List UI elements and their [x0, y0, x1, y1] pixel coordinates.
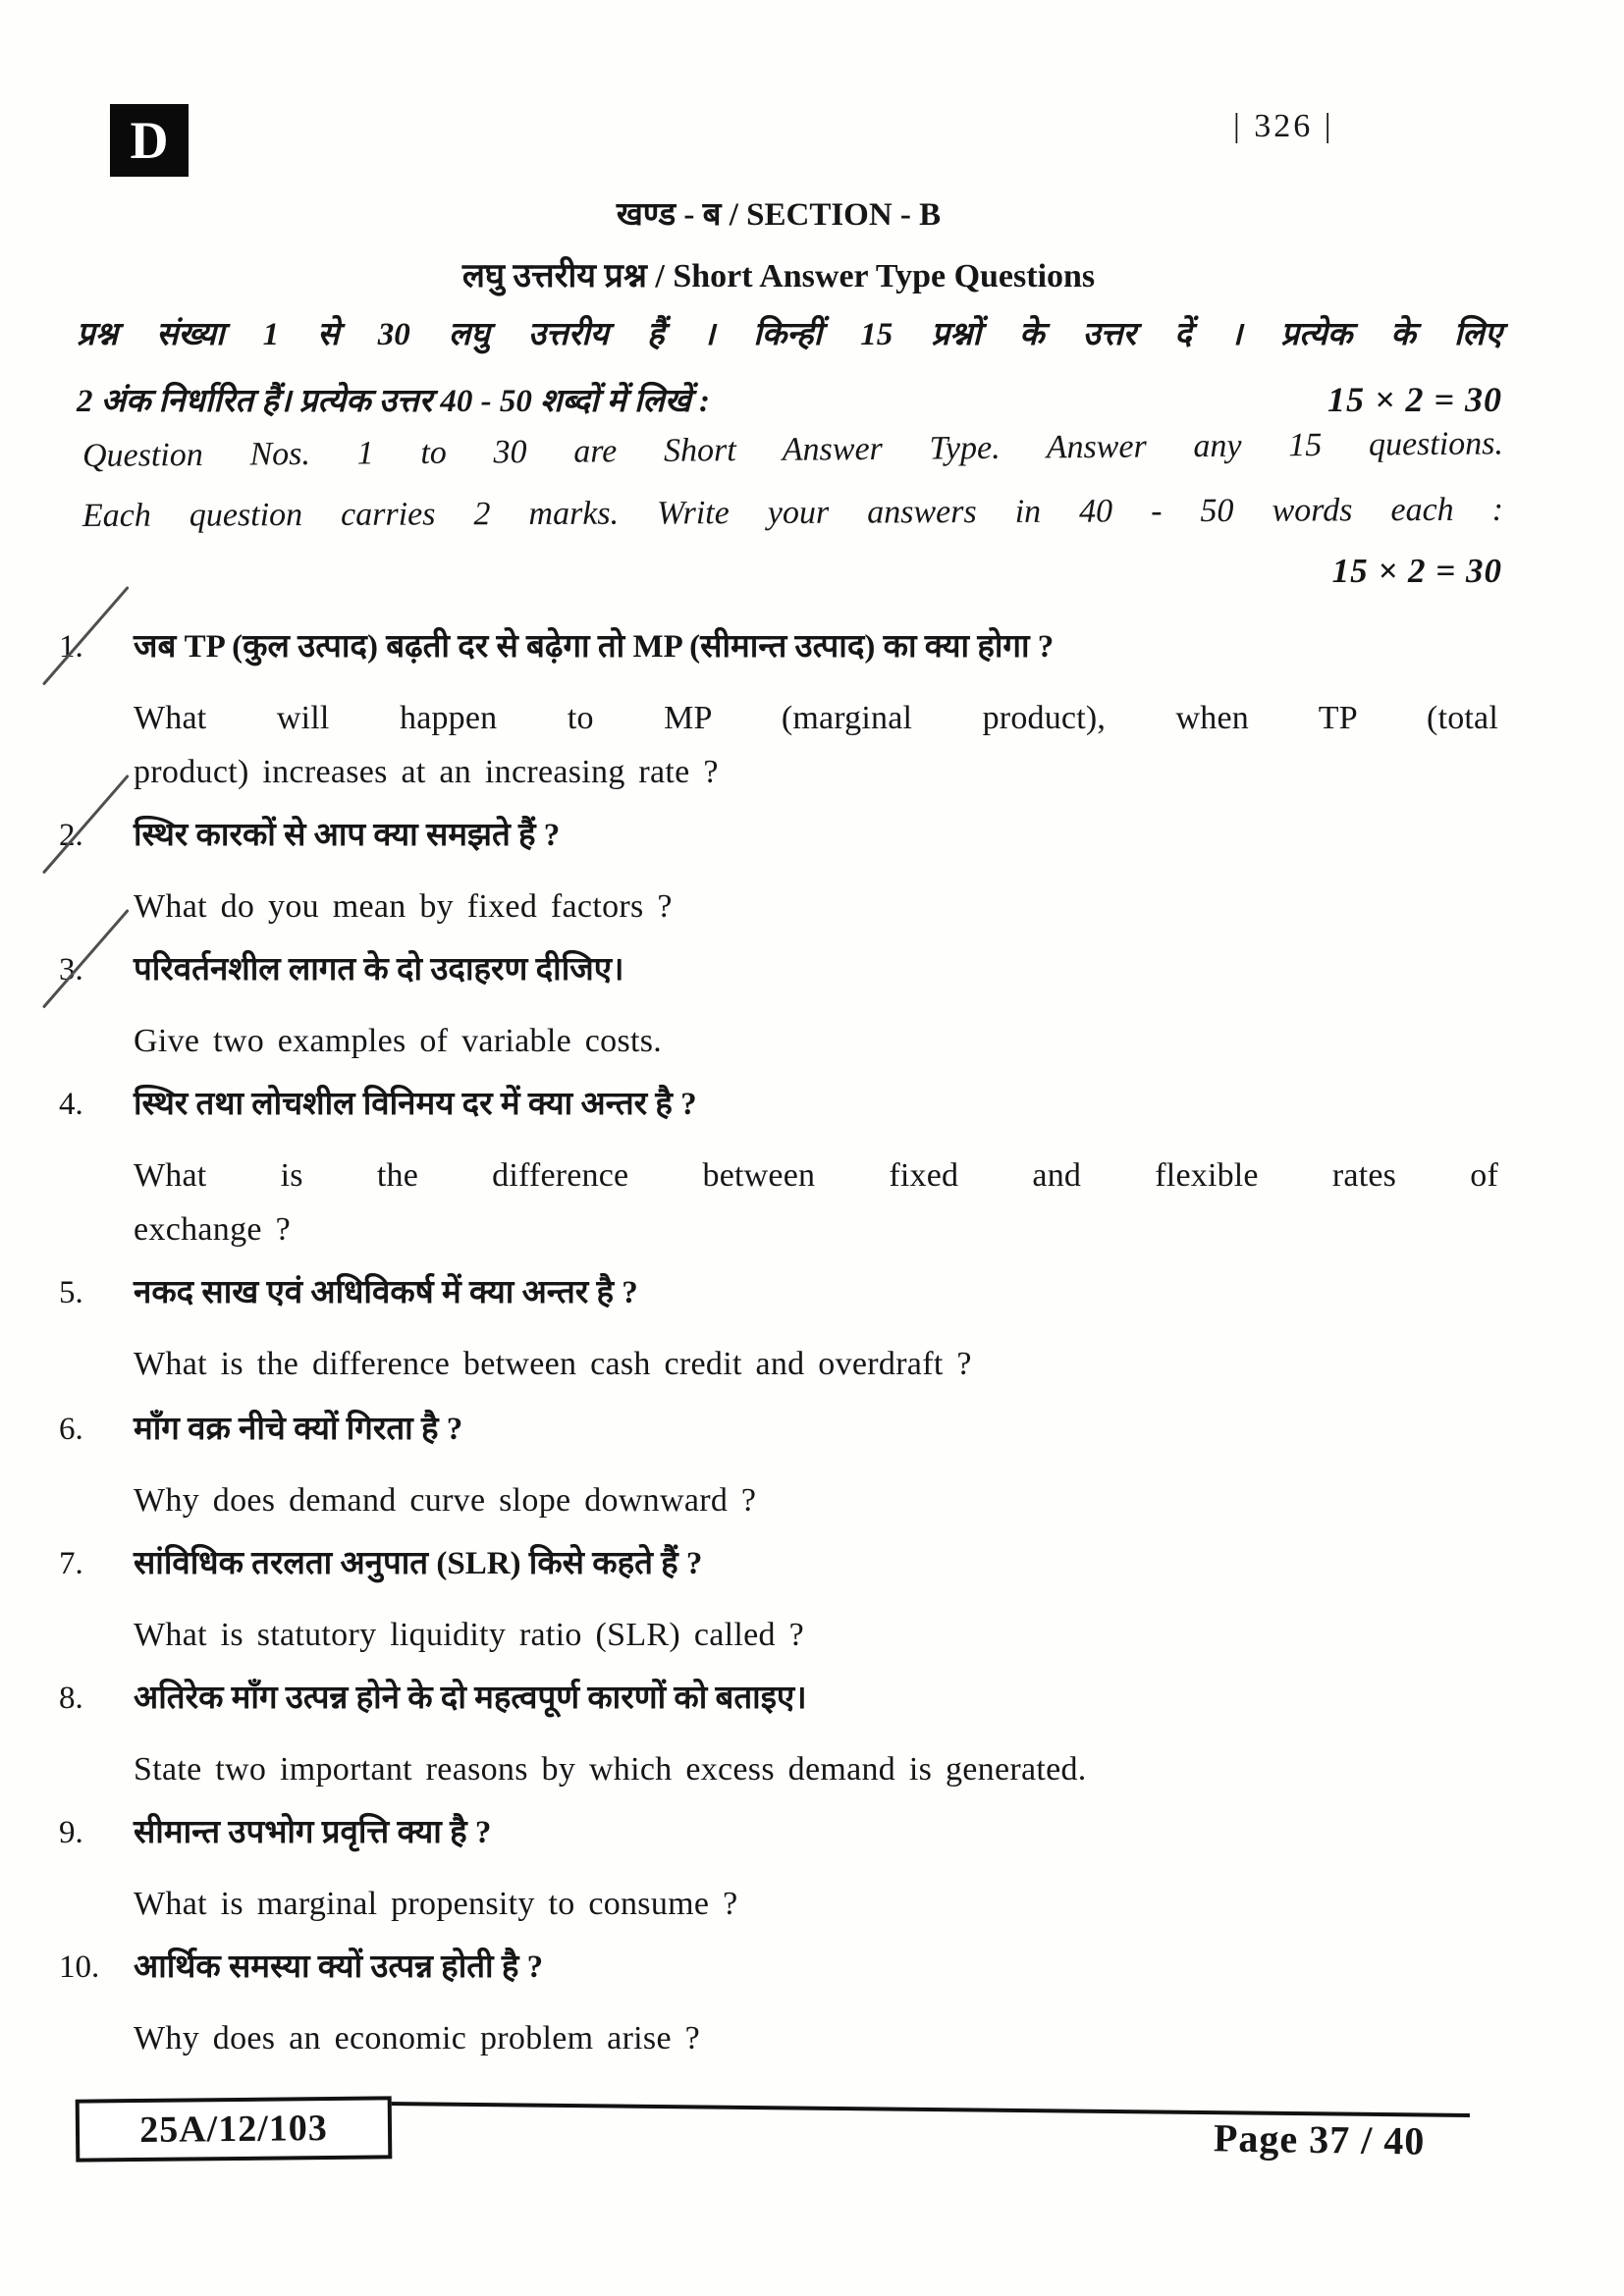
question-text-english: Why does an economic problem arise ?	[134, 2020, 701, 2056]
question-body	[134, 1405, 1498, 1527]
question-text-hindi: स्थिर तथा लोचशील विनिमय दर में क्या अन्तर है ?	[134, 1087, 697, 1122]
question-text-english: What do you mean by fixed factors ?	[134, 888, 673, 925]
question-text-hindi: सांविधिक तरलता अनुपात (SLR) किसे कहते हैं ?	[134, 1546, 703, 1581]
question-text-english: Give two examples of variable costs.	[134, 1023, 663, 1059]
paper-code-top-right: | 326 |	[1233, 108, 1334, 144]
question-row-3	[59, 945, 1498, 1068]
question-number-label: 9.	[59, 1815, 83, 1850]
question-body	[134, 1808, 1498, 1931]
question-body	[134, 622, 1498, 799]
question-text-hindi: स्थिर कारकों से आप क्या समझते हैं ?	[134, 818, 561, 853]
question-text-hindi: नकद साख एवं अधिविकर्ष में क्या अन्तर है ?	[134, 1275, 638, 1310]
question-body	[134, 1943, 1498, 2065]
question-number	[59, 1268, 134, 1391]
question-body	[134, 1539, 1498, 1662]
question-body	[134, 1080, 1498, 1256]
booklet-series-letter: D	[130, 111, 169, 170]
question-number	[59, 945, 134, 1068]
section-title: खण्ड - ब / SECTION - B	[616, 197, 942, 233]
question-row-5	[59, 1268, 1498, 1391]
question-text-hindi: माँग वक्र नीचे क्यों गिरता है ?	[134, 1412, 463, 1447]
marks-scheme-hindi: 15 × 2 = 30	[1326, 380, 1502, 419]
question-body	[134, 1674, 1498, 1796]
page-number: Page 37 / 40	[1213, 2115, 1426, 2163]
footer-divider-line	[386, 2102, 1470, 2117]
question-number-label: 5.	[59, 1275, 83, 1310]
question-number	[59, 1808, 134, 1931]
question-number-label: 3.	[59, 952, 83, 988]
question-number	[59, 1080, 134, 1256]
question-number-label: 8.	[59, 1681, 83, 1716]
question-text-english: What is marginal propensity to consume ?	[134, 1886, 738, 1922]
question-row-10	[59, 1943, 1498, 2065]
question-text-english: Why does demand curve slope downward ?	[134, 1482, 757, 1519]
question-text-english: exchange ?	[134, 1211, 291, 1248]
question-text-hindi: आर्थिक समस्या क्यों उत्पन्न होती है ?	[134, 1949, 544, 1985]
question-body	[134, 811, 1498, 934]
question-number-label: 4.	[59, 1087, 83, 1122]
pen-tick-mark	[42, 586, 130, 686]
question-row-8	[59, 1674, 1498, 1796]
booklet-series-box	[110, 104, 189, 177]
question-text-english: State two important reasons by which excess demand is generated.	[134, 1751, 1087, 1788]
instructions-english-line1: Question Nos. 1 to 30 are Short Answer Type. Answer any 15 questions.	[81, 425, 1504, 474]
question-text-hindi: परिवर्तनशील लागत के दो उदाहरण दीजिए।	[134, 952, 624, 988]
question-text-english: What is the difference between cash credit and overdraft ?	[134, 1346, 972, 1382]
marks-scheme-english: 15 × 2 = 30	[1331, 552, 1502, 590]
question-number	[59, 1943, 134, 2065]
question-number-label: 10.	[59, 1949, 100, 1985]
question-number	[59, 1539, 134, 1662]
question-text-hindi: अतिरेक माँग उत्पन्न होने के दो महत्वपूर्ण कारणों को बताइए।	[134, 1681, 807, 1716]
question-body	[134, 1268, 1498, 1391]
instructions-hindi-line2: 2 अंक निर्धारित हैं। प्रत्येक उत्तर 40 - 50 शब्दों में लिखें :	[77, 384, 710, 419]
instructions-hindi-line1: प्रश्न संख्या 1 से 30 लघु उत्तरीय हैं । किन्हीं 15 प्रश्नों के उत्तर दें । प्रत्येक के लिए	[77, 317, 1502, 352]
question-text-english: product) increases at an increasing rate ?	[134, 754, 719, 790]
question-number	[59, 622, 134, 799]
instructions-english-line2: Each question carries 2 marks. Write your answers in 40 - 50 words each :	[81, 491, 1504, 534]
question-row-7	[59, 1539, 1498, 1662]
question-number-label: 7.	[59, 1546, 83, 1581]
question-text-english: What is statutory liquidity ratio (SLR) called ?	[134, 1617, 804, 1653]
question-row-9	[59, 1808, 1498, 1931]
question-row-1	[59, 622, 1498, 799]
question-number-label: 6.	[59, 1412, 83, 1447]
instructions-hindi-line2-row	[77, 377, 1502, 421]
question-list	[59, 622, 1498, 2077]
question-number	[59, 1405, 134, 1527]
question-text-english: What will happen to MP (marginal product), when TP (total	[134, 700, 1498, 736]
question-text-english: What is the difference between fixed and flexible rates of	[134, 1157, 1498, 1194]
question-text-hindi: जब TP (कुल उत्पाद) बढ़ती दर से बढ़ेगा तो MP (सीमान्त उत्पाद) का क्या होगा ?	[134, 629, 1055, 665]
question-body	[134, 945, 1498, 1068]
question-number	[59, 1674, 134, 1796]
question-number-label: 1.	[59, 629, 83, 665]
question-number-label: 2.	[59, 818, 83, 853]
question-row-6	[59, 1405, 1498, 1527]
section-subtitle: लघु उत्तरीय प्रश्न / Short Answer Type Questions	[461, 258, 1096, 294]
question-text-hindi: सीमान्त उपभोग प्रवृत्ति क्या है ?	[134, 1815, 492, 1850]
paper-code: 25A/12/103	[139, 2107, 328, 2152]
paper-code-box	[76, 2096, 393, 2162]
question-row-2	[59, 811, 1498, 934]
question-row-4	[59, 1080, 1498, 1256]
